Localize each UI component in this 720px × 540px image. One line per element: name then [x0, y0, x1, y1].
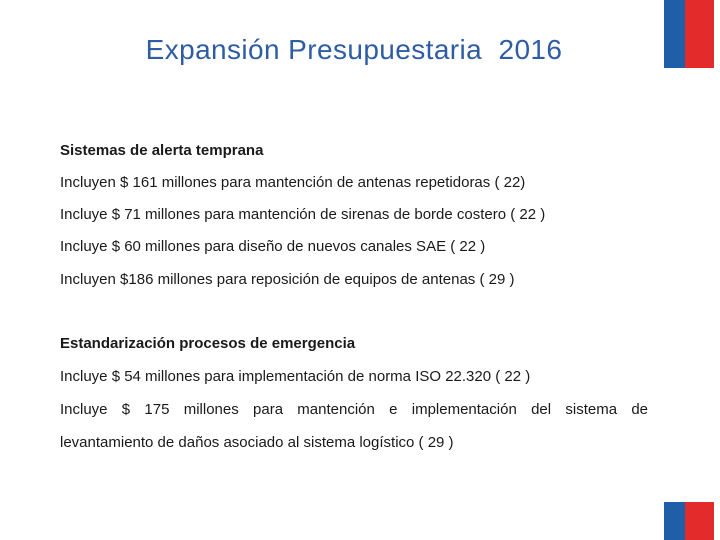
list-item: Incluyen $186 millones para reposición de equipos de antenas ( 29 ): [60, 271, 515, 288]
list-item: Incluye $ 60 millones para diseño de nuevos canales SAE ( 22 ): [60, 238, 486, 255]
list-item: levantamiento de daños asociado al sistema logístico ( 29 ): [60, 434, 454, 451]
flag-blue-stripe: [664, 502, 685, 540]
section-heading-emergency-standardization: Estandarización procesos de emergencia: [60, 335, 356, 352]
list-item: Incluye $ 175 millones para mantención e implementación del sistema de: [60, 401, 648, 418]
list-item: Incluyen $ 161 millones para mantención de antenas repetidoras ( 22): [60, 174, 526, 191]
chile-flag-bottom-decoration: [664, 502, 714, 540]
slide-title: Expansión Presupuestaria 2016: [145, 34, 563, 65]
section-heading-early-warning: Sistemas de alerta temprana: [60, 142, 264, 159]
flag-red-stripe: [685, 502, 714, 540]
list-item: Incluye $ 54 millones para implementación de norma ISO 22.320 ( 22 ): [60, 368, 531, 385]
list-item: Incluye $ 71 millones para mantención de sirenas de borde costero ( 22 ): [60, 206, 546, 223]
